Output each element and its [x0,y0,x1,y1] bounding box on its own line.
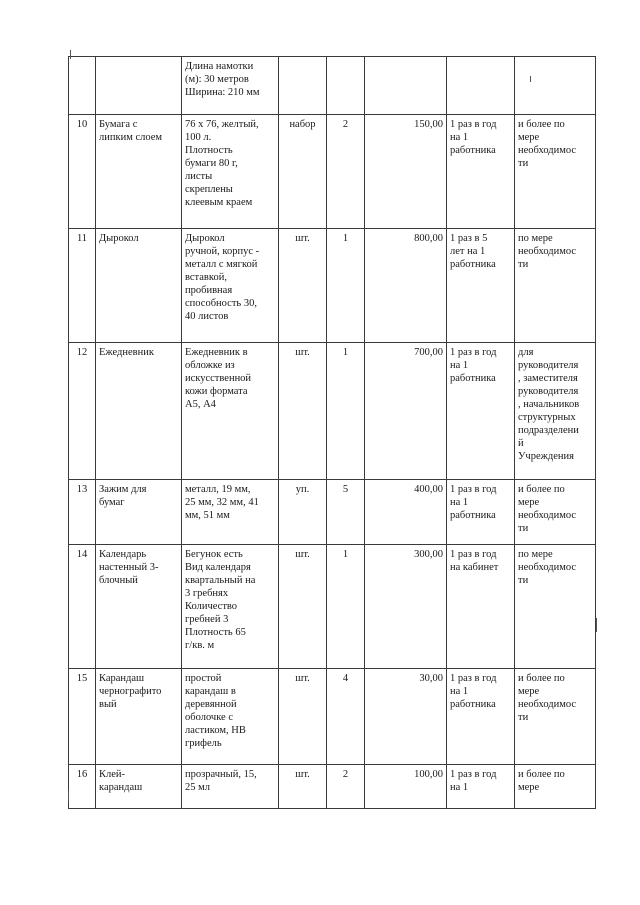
item-specification-cell: простой карандаш в деревянной оболочке с ластиком, НВ грифель [182,669,279,765]
table-row [69,765,596,809]
table-row [69,669,596,765]
note-cell: и более по мере [515,765,596,809]
scan-speck [596,618,597,632]
table-row [69,545,596,669]
scan-speck [70,50,71,59]
table-row [69,229,596,343]
quantity-cell: 5 [327,480,365,545]
unit-of-measure-cell: шт. [279,545,327,669]
price-cell: 150,00 [365,115,447,229]
note-cell: по мере необходимос ти [515,229,596,343]
table-row [69,57,596,115]
item-specification-cell: Бегунок есть Вид календаря квартальный на 3 гребнях Количество гребней 3 Плотность 65 г/кв. м [182,545,279,669]
scan-speck [530,76,531,82]
item-name-cell: Зажим для бумаг [96,480,182,545]
table-row [69,480,596,545]
note-cell: для руководителя , заместителя руководителя , начальников структурных подразделени й Учреждения [515,343,596,480]
row-number-cell: 16 [69,765,96,809]
issue-frequency-cell: 1 раз в год на 1 [447,765,515,809]
price-cell: 30,00 [365,669,447,765]
note-cell: по мере необходимос ти [515,545,596,669]
table-row [69,115,596,229]
issue-frequency-cell: 1 раз в год на 1 работника [447,669,515,765]
supply-table-body [69,57,596,809]
row-number-cell: 11 [69,229,96,343]
item-specification-cell: Дырокол ручной, корпус - металл с мягкой вставкой, пробивная способность 30, 40 листов [182,229,279,343]
item-specification-cell: металл, 19 мм, 25 мм, 32 мм, 41 мм, 51 мм [182,480,279,545]
table-row [69,343,596,480]
item-specification-cell: Длина намотки (м): 30 метров Ширина: 210 мм [182,57,279,115]
item-name-cell: Карандаш чернографито вый [96,669,182,765]
price-cell [365,57,447,115]
quantity-cell [327,57,365,115]
note-cell: и более по мере необходимос ти [515,480,596,545]
unit-of-measure-cell: шт. [279,765,327,809]
row-number-cell: 14 [69,545,96,669]
item-specification-cell: прозрачный, 15, 25 мл [182,765,279,809]
note-cell: и более по мере необходимос ти [515,115,596,229]
note-cell: и более по мере необходимос ти [515,669,596,765]
item-name-cell: Дырокол [96,229,182,343]
row-number-cell [69,57,96,115]
scan-speck [68,790,69,802]
quantity-cell: 1 [327,343,365,480]
price-cell: 400,00 [365,480,447,545]
unit-of-measure-cell: шт. [279,343,327,480]
quantity-cell: 1 [327,229,365,343]
quantity-cell: 4 [327,669,365,765]
price-cell: 800,00 [365,229,447,343]
issue-frequency-cell: 1 раз в год на 1 работника [447,343,515,480]
supply-table [68,56,596,809]
quantity-cell: 2 [327,115,365,229]
issue-frequency-cell: 1 раз в год на кабинет [447,545,515,669]
item-specification-cell: Ежедневник в обложке из искусственной кожи формата А5, А4 [182,343,279,480]
row-number-cell: 12 [69,343,96,480]
unit-of-measure-cell: набор [279,115,327,229]
item-name-cell: Календарь настенный 3- блочный [96,545,182,669]
unit-of-measure-cell: шт. [279,229,327,343]
quantity-cell: 1 [327,545,365,669]
price-cell: 100,00 [365,765,447,809]
row-number-cell: 10 [69,115,96,229]
item-name-cell [96,57,182,115]
issue-frequency-cell: 1 раз в год на 1 работника [447,115,515,229]
item-name-cell: Бумага с липким слоем [96,115,182,229]
unit-of-measure-cell [279,57,327,115]
item-specification-cell: 76 х 76, желтый, 100 л. Плотность бумаги 80 г, листы скреплены клеевым краем [182,115,279,229]
issue-frequency-cell: 1 раз в год на 1 работника [447,480,515,545]
quantity-cell: 2 [327,765,365,809]
item-name-cell: Ежедневник [96,343,182,480]
issue-frequency-cell [447,57,515,115]
item-name-cell: Клей- карандаш [96,765,182,809]
price-cell: 300,00 [365,545,447,669]
price-cell: 700,00 [365,343,447,480]
issue-frequency-cell: 1 раз в 5 лет на 1 работника [447,229,515,343]
row-number-cell: 13 [69,480,96,545]
note-cell [515,57,596,115]
row-number-cell: 15 [69,669,96,765]
unit-of-measure-cell: уп. [279,480,327,545]
unit-of-measure-cell: шт. [279,669,327,765]
